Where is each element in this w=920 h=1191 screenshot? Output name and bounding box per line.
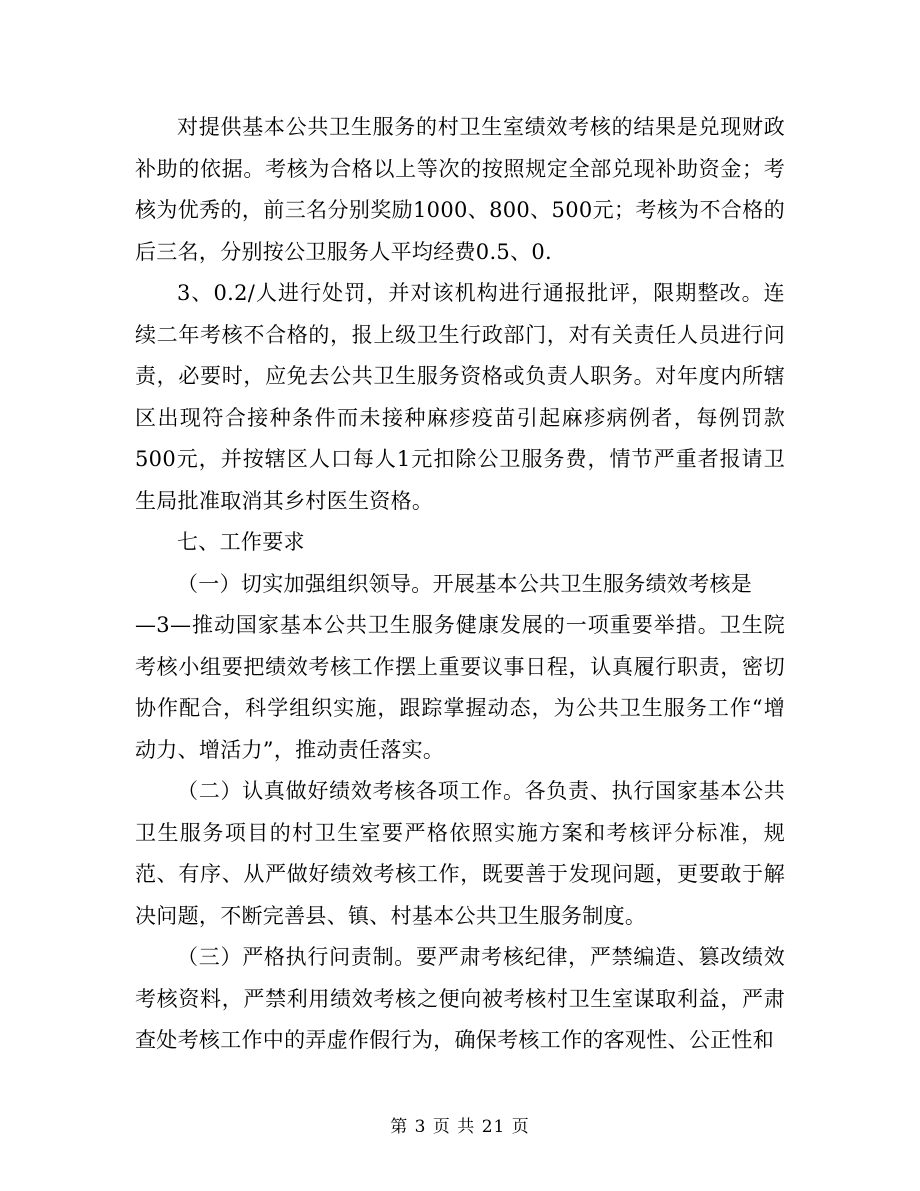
page-footer — [0, 1112, 920, 1137]
page-number: 第 3 页 共 21 页 — [390, 1117, 530, 1137]
paragraph-requirement-1-body: —3—推动国家基本公共卫生服务健康发展的一项重要举措。卫生院考核小组要把绩效考核工作摆上重要议事日程，认真履行职责，密切协作配合，科学组织实施，跟踪掌握动态，为公共卫生服务工作“增动力、增活力”，推动责任落实。 — [135, 613, 785, 762]
document-body — [135, 107, 785, 1062]
paragraph-requirement-3: （三）严格执行问责制。要严肃考核纪律，严禁编造、篡改绩效考核资料，严禁利用绩效考核之便向被考核村卫生室谋取利益，严肃查处考核工作中的弄虚作假行为，确保考核工作的客观性、公正性和 — [135, 945, 785, 1052]
paragraph-penalty: 3、0.2/人进行处罚，并对该机构进行通报批评，限期整改。连续二年考核不合格的，报上级卫生行政部门，对有关责任人员进行问责，必要时，应免去公共卫生服务资格或负责人职务。对年度内所辖区出现符合接种条件而未接种麻疹疫苗引起麻疹病例者，每例罚款500元，并按辖区人口每人1元扣除公卫服务费，情节严重者报请卫生局批准取消其乡村医生资格。 — [135, 281, 785, 513]
heading-work-requirements: 七、工作要求 — [177, 530, 305, 554]
paragraph-requirement-2: （二）认真做好绩效考核各项工作。各负责、执行国家基本公共卫生服务项目的村卫生室要严格依照实施方案和考核评分标准，规范、有序、从严做好绩效考核工作，既要善于发现问题，更要敢于解决问题，不断完善县、镇、村基本公共卫生服务制度。 — [135, 779, 785, 928]
paragraph-subsidy-basis: 对提供基本公共卫生服务的村卫生室绩效考核的结果是兑现财政补助的依据。考核为合格以上等次的按照规定全部兑现补助资金；考核为优秀的，前三名分别奖励1000、800、500元；考核为不合格的后三名，分别按公卫服务人平均经费0.5、0. — [135, 115, 785, 264]
paragraph-requirement-1-intro: （一）切实加强组织领导。开展基本公共卫生服务绩效考核是 — [177, 571, 753, 596]
